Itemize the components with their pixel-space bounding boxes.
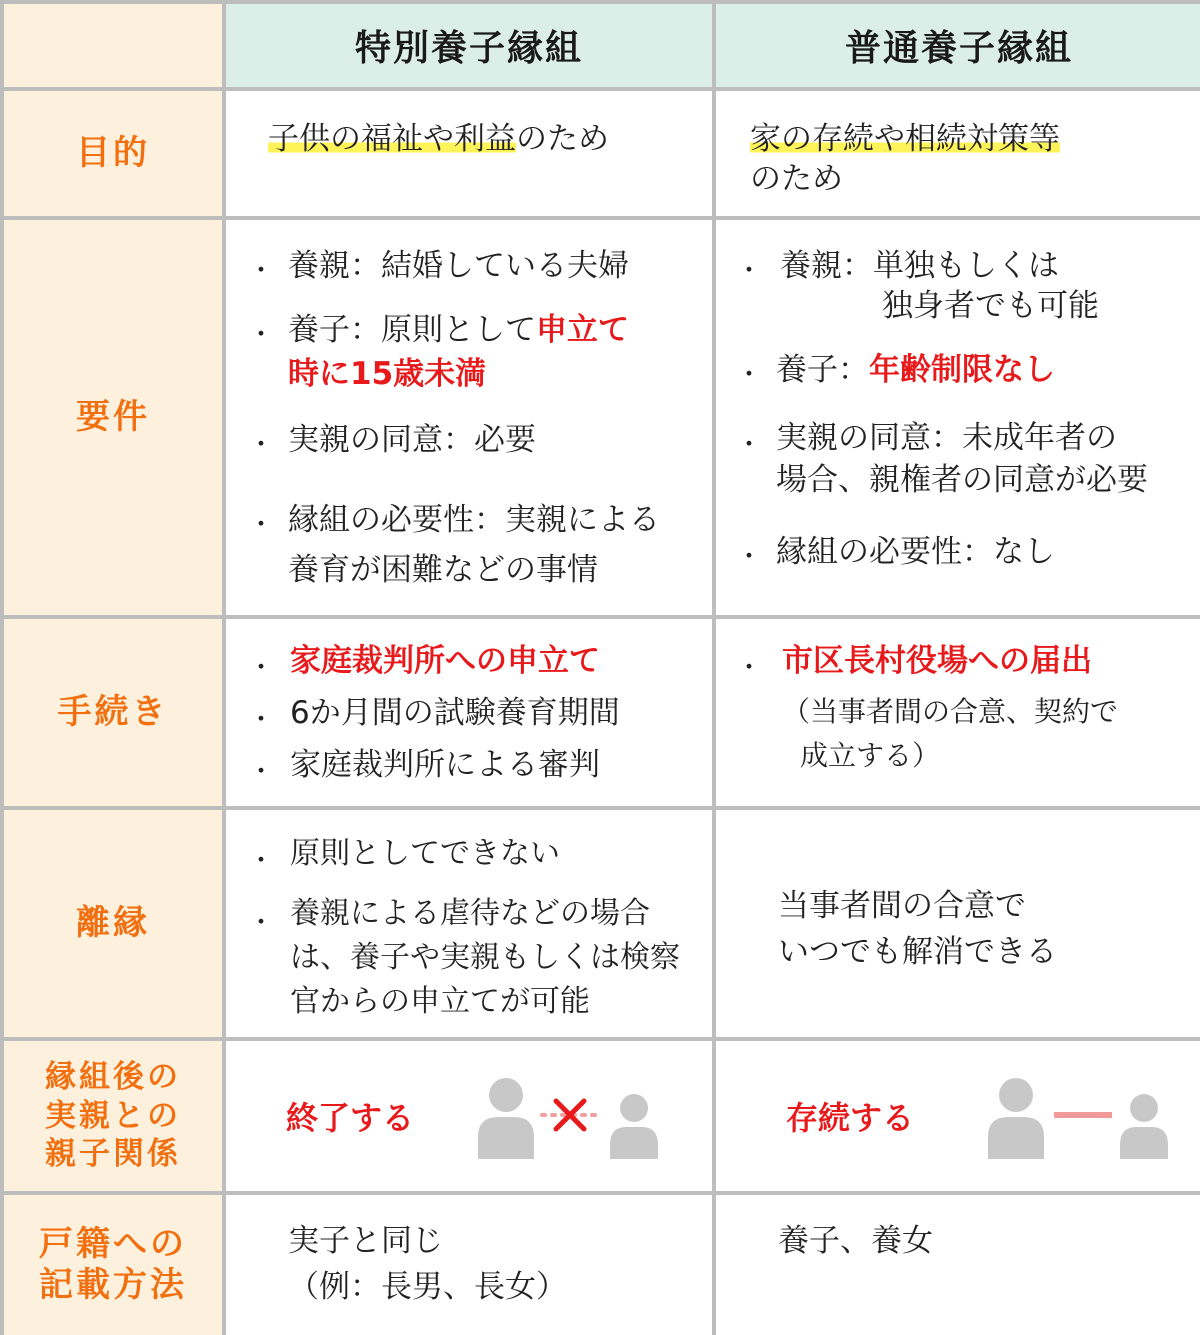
row-label-purpose: 目的 bbox=[4, 91, 222, 216]
req-ordinary-adoptive-parent-2: 独身者でも可能 bbox=[882, 288, 1099, 324]
requirements-ordinary bbox=[716, 220, 1200, 615]
row-label-registry: 戸籍への 記載方法 bbox=[4, 1195, 222, 1335]
reg-special-line2: （例：長男、長女） bbox=[288, 1269, 567, 1305]
row-label-procedure: 手続き bbox=[4, 619, 222, 806]
proc-ordinary-note2: 成立する） bbox=[800, 739, 941, 772]
parent-person-icon bbox=[988, 1078, 1044, 1159]
bullet-icon: ・ bbox=[248, 908, 275, 938]
bullet-icon: ・ bbox=[736, 430, 763, 460]
dissolution-ordinary bbox=[716, 810, 1200, 1037]
row-label-relationship: 縁組後の 実親との 親子関係 bbox=[4, 1041, 222, 1191]
row-label-requirements: 要件 bbox=[4, 220, 222, 615]
dis-special-item2-2: は、養子や実親もしくは検察 bbox=[290, 940, 680, 975]
purpose-special-rest: のため bbox=[516, 121, 609, 157]
bullet-icon: ・ bbox=[736, 653, 763, 683]
purpose-special-highlight: 子供の福祉や利益 bbox=[268, 121, 516, 157]
req-special-necessity-1: 縁組の必要性：実親による bbox=[288, 502, 660, 538]
bullet-icon: ・ bbox=[248, 846, 275, 876]
purpose-ordinary-rest: のため bbox=[750, 161, 843, 197]
dis-special-item1: 原則としてできない bbox=[290, 836, 560, 871]
parent-person-icon bbox=[478, 1078, 534, 1159]
child-person-icon bbox=[610, 1094, 658, 1159]
proc-ordinary-item1: 市区長村役場への届出 bbox=[782, 643, 1092, 679]
req-ordinary-consent-1: 実親の同意：未成年者の bbox=[776, 420, 1117, 456]
bullet-icon: ・ bbox=[736, 542, 763, 572]
relationship-special bbox=[226, 1041, 712, 1191]
dis-special-item2-1: 養親による虐待などの場合 bbox=[290, 896, 650, 931]
rel-ordinary-text: 存続する bbox=[786, 1099, 915, 1137]
bullet-icon: ・ bbox=[736, 256, 763, 286]
proc-ordinary-note1: （当事者間の合意、契約で bbox=[782, 695, 1119, 728]
req-ordinary-consent-2: 場合、親権者の同意が必要 bbox=[776, 462, 1148, 498]
child-person-icon bbox=[1120, 1094, 1168, 1159]
registry-ordinary bbox=[716, 1195, 1200, 1335]
proc-special-item3: 家庭裁判所による審判 bbox=[290, 747, 600, 783]
req-special-adoptee: 養子：原則として申立て bbox=[288, 312, 629, 348]
purpose-ordinary-highlight: 家の存続や相続対策等 bbox=[750, 121, 1060, 157]
relationship-ordinary bbox=[716, 1041, 1200, 1191]
purpose-special bbox=[226, 91, 712, 216]
corner-cell bbox=[4, 4, 222, 87]
req-ordinary-adoptive-parent-1: 養親：単独もしくは bbox=[780, 248, 1059, 284]
column-header-special: 特別養子縁組 bbox=[226, 4, 712, 87]
req-special-consent: 実親の同意：必要 bbox=[288, 422, 536, 458]
relationship-continues-icon bbox=[986, 1075, 1176, 1159]
dis-special-item2-3: 官からの申立てが可能 bbox=[290, 984, 590, 1019]
registry-special bbox=[226, 1195, 712, 1335]
bullet-icon: ・ bbox=[248, 510, 275, 540]
proc-special-item2: 6か月間の試験養育期間 bbox=[290, 695, 620, 731]
bullet-icon: ・ bbox=[248, 653, 275, 683]
req-ordinary-necessity: 縁組の必要性：なし bbox=[776, 534, 1055, 570]
bullet-icon: ・ bbox=[248, 430, 275, 460]
reg-special-line1: 実子と同じ bbox=[288, 1223, 443, 1259]
req-ordinary-adoptee: 養子：年齢制限なし bbox=[776, 352, 1055, 388]
relationship-ended-icon bbox=[476, 1075, 666, 1159]
bullet-icon: ・ bbox=[736, 360, 763, 390]
purpose-ordinary bbox=[716, 91, 1200, 216]
dis-ordinary-line2: いつでも解消できる bbox=[778, 934, 1057, 970]
requirements-special bbox=[226, 220, 712, 615]
req-special-adoptee-age: 時に15歳未満 bbox=[288, 356, 487, 392]
bullet-icon: ・ bbox=[248, 256, 275, 286]
rel-special-text: 終了する bbox=[286, 1099, 415, 1137]
req-special-necessity-2: 養育が困難などの事情 bbox=[288, 552, 598, 588]
reg-ordinary-line1: 養子、養女 bbox=[778, 1223, 933, 1259]
req-special-adoptive-parent: 養親：結婚している夫婦 bbox=[288, 248, 629, 284]
row-label-dissolution: 離縁 bbox=[4, 810, 222, 1037]
procedure-special bbox=[226, 619, 712, 806]
proc-special-item1: 家庭裁判所への申立て bbox=[290, 643, 600, 679]
bullet-icon: ・ bbox=[248, 705, 275, 735]
column-header-ordinary: 普通養子縁組 bbox=[716, 4, 1200, 87]
dis-ordinary-line1: 当事者間の合意で bbox=[778, 888, 1026, 924]
bullet-icon: ・ bbox=[248, 757, 275, 787]
dissolution-special bbox=[226, 810, 712, 1037]
procedure-ordinary bbox=[716, 619, 1200, 806]
bullet-icon: ・ bbox=[248, 320, 275, 350]
